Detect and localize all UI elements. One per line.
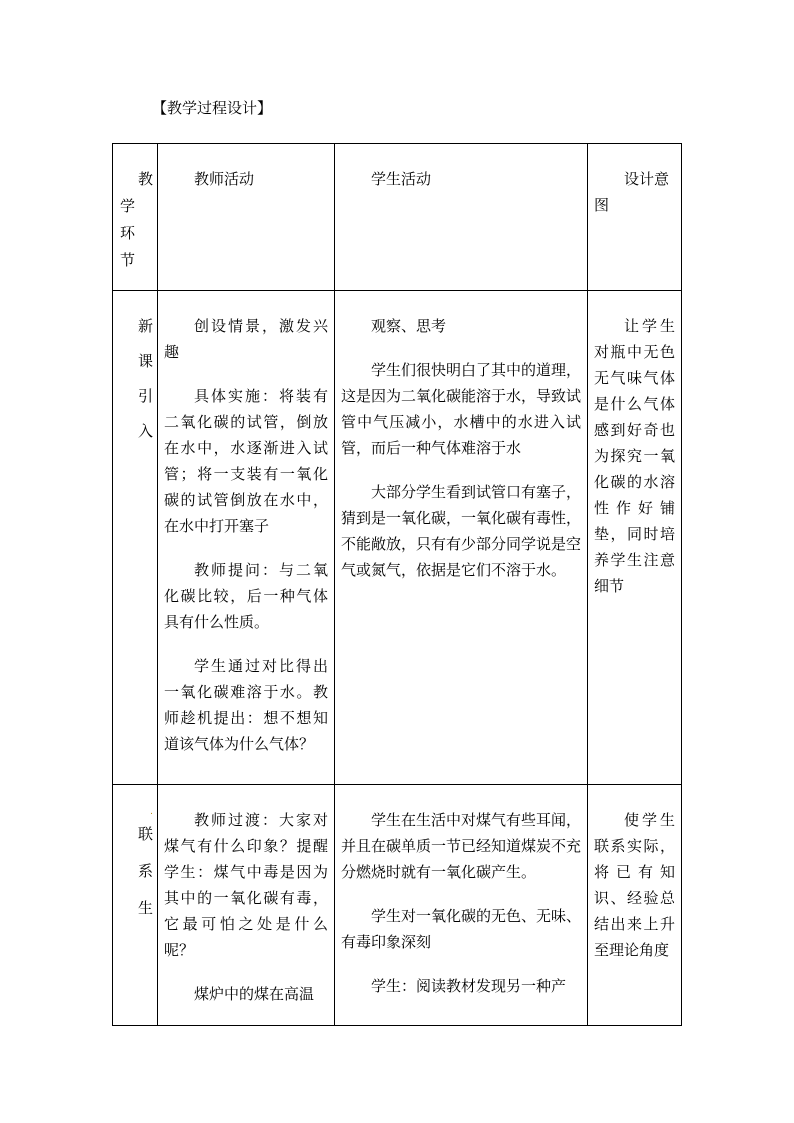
header-teacher-label: 教师活动 (194, 170, 255, 188)
marker-dot: . (150, 807, 153, 817)
table-row (113, 291, 682, 785)
header-intent-label: 设计意图 (594, 170, 670, 214)
design-intent-cell (588, 291, 682, 785)
stage-char: 系 (137, 862, 153, 880)
table-row (113, 785, 682, 1026)
header-teacher-cell (158, 144, 335, 291)
stage-char: 引 (137, 387, 153, 405)
header-stage-char: 环 (120, 224, 136, 242)
teacher-paragraph: 创设情景，激发兴趣 (164, 317, 328, 361)
header-stage-char: 学 (120, 197, 136, 215)
header-student-label: 学生活动 (371, 170, 432, 188)
stage-char: 新 (137, 317, 153, 335)
design-intent-cell (588, 785, 682, 1026)
stage-cell (113, 291, 158, 785)
table-header-row (113, 144, 682, 291)
student-paragraph: 观察、思考 (371, 317, 447, 335)
student-paragraph: 学生：阅读教材发现另一种产 (371, 977, 567, 995)
header-student-cell (335, 144, 588, 291)
stage-cell (113, 785, 158, 1026)
header-intent-cell (588, 144, 682, 291)
teacher-paragraph: 煤炉中的煤在高温 (194, 985, 315, 1003)
teacher-paragraph: 教师过渡：大家对煤气有什么印象？提醒学生：煤气中毒是因为其中的一氧化碳有毒，它最可怕之处是什么呢？ (164, 811, 328, 959)
teacher-paragraph: 具体实施：将装有二氧化碳的试管，倒放在水中，水逐渐进入试管；将一支装有一氧化碳的试管倒放在水中，在水中打开塞子 (164, 387, 328, 535)
design-intent-text: 使学生联系实际，将已有知识、经验总结出来上升至理论角度 (594, 811, 675, 959)
page-heading: 【教学过程设计】 (152, 99, 273, 117)
header-stage-cell (113, 144, 158, 291)
student-activity-cell (335, 785, 588, 1026)
stage-char: 课 (137, 352, 153, 370)
header-stage-char: 教 (137, 170, 153, 188)
teacher-activity-cell (158, 291, 335, 785)
teacher-paragraph: 教师提问：与二氧化碳比较，后一种气体具有什么性质。 (164, 561, 328, 631)
lesson-process-table (112, 143, 682, 1026)
design-intent-text: 让学生对瓶中无色无气味气体是什么气体感到好奇也为探究一氧化碳的水溶性作好铺垫，同时培养学生注意细节 (594, 317, 675, 595)
teacher-paragraph: 学生通过对比得出一氧化碳难溶于水。教师趁机提出：想不想知道该气体为什么气体？ (164, 657, 328, 753)
student-paragraph: 大部分学生看到试管口有塞子，猜到是一氧化碳，一氧化碳有毒性，不能敞放，只有有少部分同学说是空气或氮气，依据是它们不溶于水。 (341, 483, 582, 579)
stage-char: 入 (137, 422, 153, 440)
header-stage-char: 节 (120, 251, 136, 269)
teacher-activity-cell (158, 785, 335, 1026)
stage-char: 联 (137, 825, 153, 843)
student-paragraph: 学生们很快明白了其中的道理，这是因为二氧化碳能溶于水，导致试管中气压减小，水槽中的水进入试管，而后一种气体难溶于水 (341, 361, 582, 457)
student-paragraph: 学生对一氧化碳的无色、无味、有毒印象深刻 (341, 907, 582, 951)
student-activity-cell (335, 291, 588, 785)
student-paragraph: 学生在生活中对煤气有些耳闻，并且在碳单质一节已经知道煤炭不充分燃烧时就有一氧化碳产生。 (341, 811, 582, 881)
stage-char: 生 (137, 899, 153, 917)
